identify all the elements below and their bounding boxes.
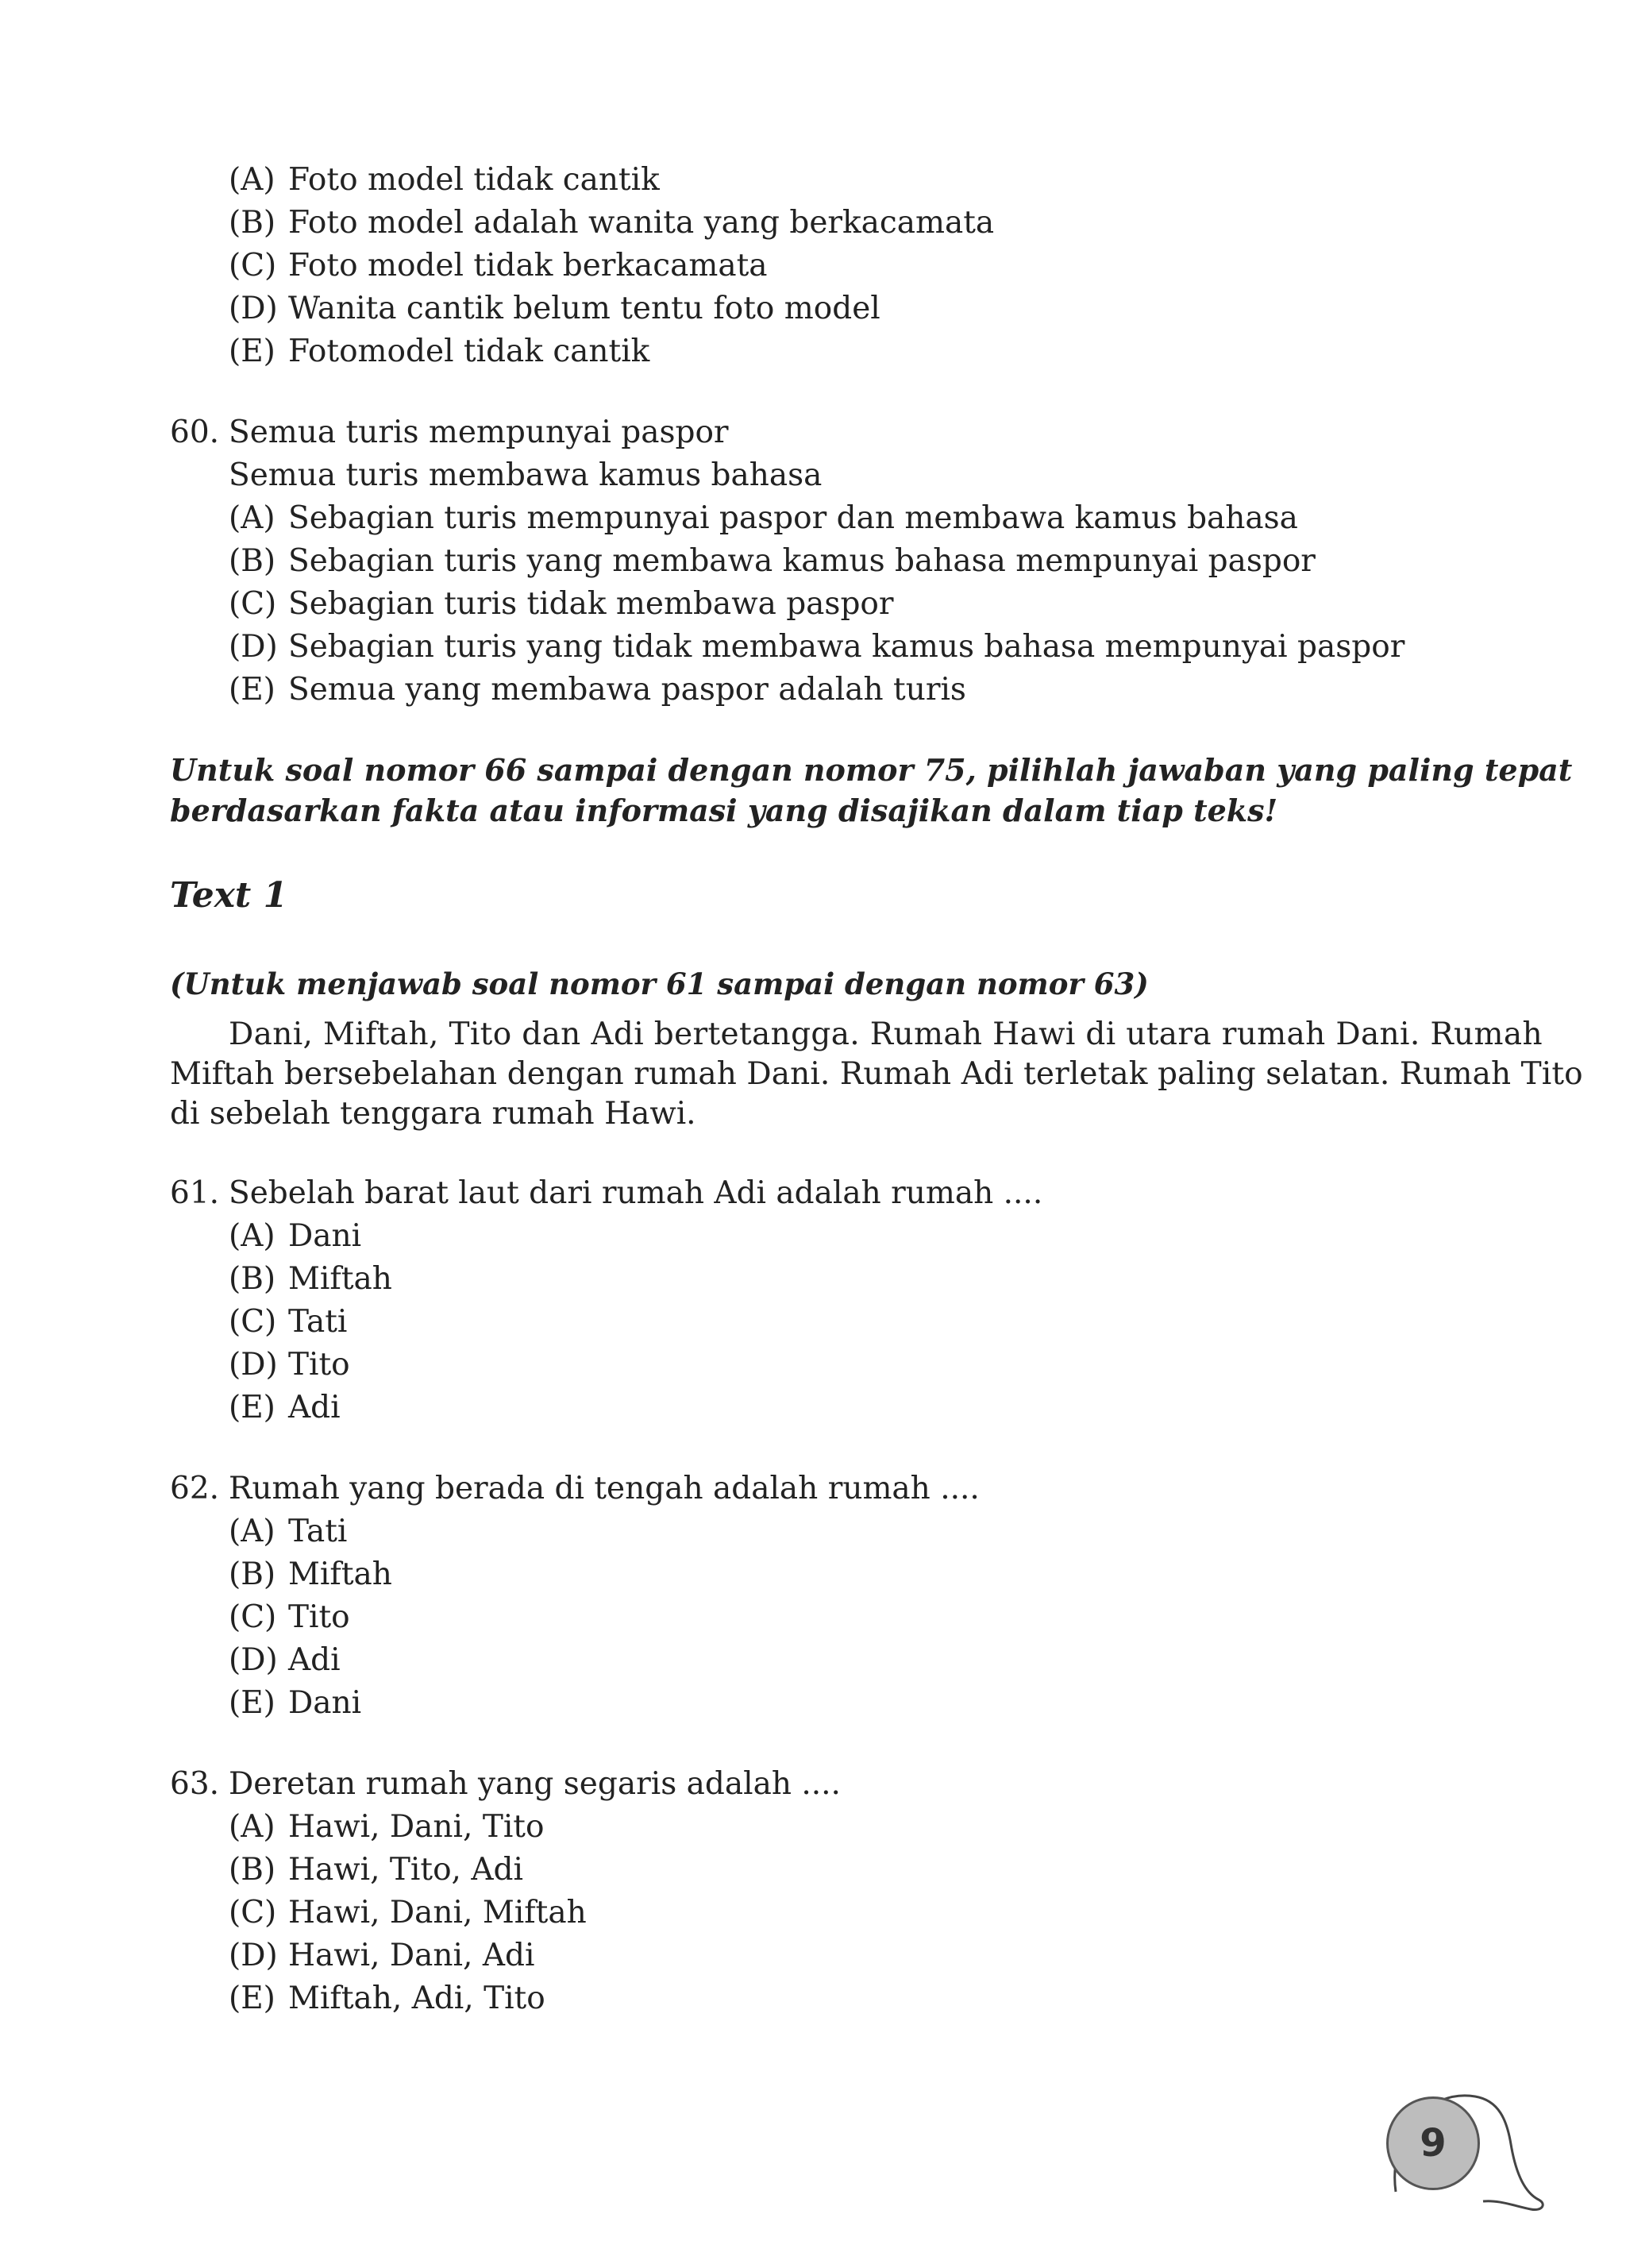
- q62-option-e: (E) Dani: [229, 1685, 362, 1721]
- q63-option-d: (D) Hawi, Dani, Adi: [229, 1938, 535, 1973]
- q60-premise-2: Semua turis membawa kamus bahasa: [229, 457, 823, 493]
- q62-option-b: (B) Miftah: [229, 1556, 392, 1592]
- paragraph-line-3: di sebelah tenggara rumah Hawi.: [170, 1096, 696, 1132]
- q61-question: 61. Sebelah barat laut dari rumah Adi adalah rumah ....: [170, 1175, 1043, 1211]
- text-paragraph: [170, 1015, 1583, 1134]
- q59-options: [170, 159, 1448, 373]
- instruction-line-2: berdasarkan fakta atau informasi yang disajikan dalam tiap teks!: [170, 793, 1278, 828]
- q62-option-a: (A) Tati: [229, 1514, 348, 1549]
- question-60: [170, 411, 1448, 712]
- q62-option-c: (C) Tito: [229, 1599, 350, 1635]
- q61-option-e: (E) Adi: [229, 1390, 341, 1425]
- section-instruction: [170, 750, 1573, 831]
- q60-option-b: (B) Sebagian turis yang membawa kamus bahasa mempunyai paspor: [229, 543, 1316, 579]
- q60-option-c: (C) Sebagian turis tidak membawa paspor: [229, 586, 894, 622]
- q63-question: 63. Deretan rumah yang segaris adalah ....: [170, 1766, 841, 1802]
- q63-option-a: (A) Hawi, Dani, Tito: [229, 1809, 545, 1845]
- q60-option-d: (D) Sebagian turis yang tidak membawa kamus bahasa mempunyai paspor: [229, 629, 1405, 665]
- page-content: [170, 159, 1583, 2020]
- q63-option-c: (C) Hawi, Dani, Miftah: [229, 1895, 587, 1930]
- q61-option-d: (D) Tito: [229, 1347, 350, 1383]
- question-62: [170, 1468, 1448, 1725]
- q59-option-c: (C) Foto model tidak berkacamata: [229, 248, 768, 284]
- paragraph-line-1: Dani, Miftah, Tito dan Adi bertetangga. Rumah Hawi di utara rumah Dani. Rumah: [229, 1016, 1543, 1052]
- text-heading: Text 1: [170, 875, 288, 916]
- page-number-badge: 9: [1386, 2096, 1480, 2190]
- q61-option-b: (B) Miftah: [229, 1261, 392, 1297]
- q60-premise-1: 60. Semua turis mempunyai paspor: [170, 415, 729, 450]
- q62-question: 62. Rumah yang berada di tengah adalah rumah ....: [170, 1471, 980, 1506]
- instruction-line-1: Untuk soal nomor 66 sampai dengan nomor 75, pilihlah jawaban yang paling tepat: [170, 752, 1573, 788]
- q63-option-e: (E) Miftah, Adi, Tito: [229, 1981, 545, 2016]
- q60-option-a: (A) Sebagian turis mempunyai paspor dan membawa kamus bahasa: [229, 500, 1298, 536]
- q61-option-a: (A) Dani: [229, 1218, 362, 1254]
- text-subheading: (Untuk menjawab soal nomor 61 sampai dengan nomor 63): [170, 966, 1149, 1001]
- question-63: [170, 1763, 1448, 2020]
- q59-option-d: (D) Wanita cantik belum tentu foto model: [229, 291, 880, 326]
- q62-option-d: (D) Adi: [229, 1642, 341, 1678]
- q61-option-c: (C) Tati: [229, 1304, 348, 1340]
- paragraph-line-2: Miftah bersebelahan dengan rumah Dani. Rumah Adi terletak paling selatan. Rumah Tito: [170, 1056, 1583, 1092]
- q63-option-b: (B) Hawi, Tito, Adi: [229, 1852, 523, 1888]
- q59-option-b: (B) Foto model adalah wanita yang berkacamata: [229, 205, 995, 241]
- q59-option-a: (A) Foto model tidak cantik: [229, 162, 660, 198]
- question-61: [170, 1172, 1448, 1429]
- q60-option-e: (E) Semua yang membawa paspor adalah turis: [229, 672, 966, 708]
- q59-option-e: (E) Fotomodel tidak cantik: [229, 334, 650, 369]
